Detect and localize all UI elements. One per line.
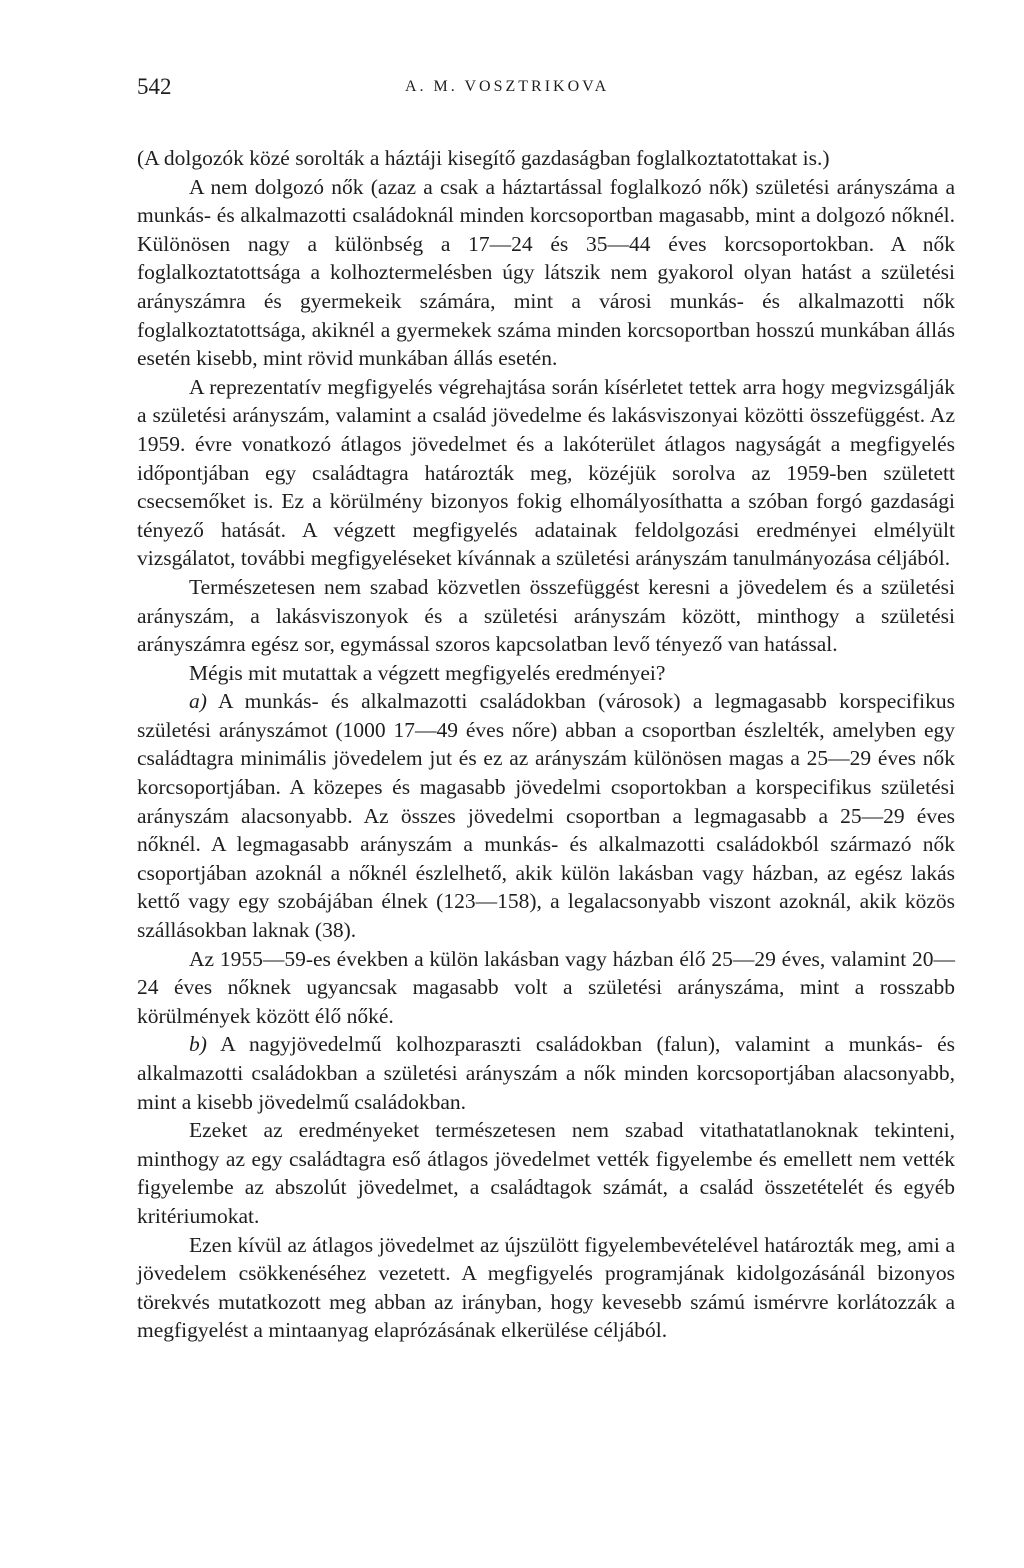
paragraph-7 — [137, 945, 955, 1031]
item-label-a: a) — [189, 689, 207, 714]
paragraph-text: Mégis mit mutattak a végzett megfigyelés eredményei? — [189, 660, 666, 685]
paragraph-9 — [137, 1116, 955, 1230]
paragraph-text: Az 1955—59-es években a külön lakásban vagy házban élő 25—29 éves, valamint 20—24 éves nőknek ugyancsak magasabb volt a születési arányszáma, mint a rosszabb körülmények között élő nőké. — [137, 946, 955, 1028]
running-head: A. M. VOSZTRIKOVA — [405, 78, 610, 95]
page-number: 542 — [137, 74, 172, 99]
paragraph-text: A nagyjövedelmű kolhozparaszti családokban (falun), valamint a munkás- és alkalmazotti családokban a születési arányszám a nők minden korcsoportjában alacsonyabb, mint a kisebb jövedelmű családokban. — [137, 1032, 955, 1114]
paragraph-8 — [137, 1030, 955, 1116]
paragraph-text: (A dolgozók közé sorolták a háztáji kisegítő gazdaságban foglalkoztatottakat is.) — [137, 146, 830, 170]
paragraph-text: A nem dolgozó nők (azaz a csak a háztartással foglalkozó nők) születési arányszáma a munkás- és alkalmazotti családoknál minden korcsoportban magasabb, mint a dolgozó nőknél. Különösen nagy a különbség a 17—24 és 35—44 éves korcsoportokban. A nők foglalkoztatottsága a kolhoztermelésben úgy látszik nem gyakorol olyan hatást a születési arányszámra és gyermekeik számára, mint a városi munkás- és alkalmazotti nők foglalkoztatottsága, akiknél a gyermekek száma minden korcsoportban hosszú munkában állás esetén kisebb, mint rövid munkában állás esetén. — [137, 174, 955, 371]
paragraph-text: Ezeket az eredményeket természetesen nem szabad vitathatatlanoknak tekinteni, minthogy az egy családtagra eső átlagos jövedelmet vették figyelembe és emellett nem vették figyelembe az abszolút jövedelmet, a családtagok számát, a család összetételét és egyéb kritériumokat. — [137, 1118, 955, 1228]
paragraph-5 — [137, 659, 955, 688]
page-header — [137, 74, 955, 110]
body-text — [137, 144, 955, 1345]
paragraph-3 — [137, 373, 955, 573]
paragraph-10 — [137, 1231, 955, 1345]
paragraph-text: A munkás- és alkalmazotti családokban (városok) a legmagasabb korspecifikus születési arányszámot (1000 17—49 éves nőre) abban a csoportban észlelték, amelyben egy családtagra minimális jövedelem jut és ez az arányszám különösen magas a 25—29 éves nők korcsoportjában. A közepes és magasabb jövedelmi csoportokban a korspecifikus születési arányszám alacsonyabb. Az összes jövedelmi csoportban a legmagasabb a 25—29 éves nőknél. A legmagasabb arányszám a munkás- és alkalmazotti családokból származó nők csoportjában azoknál a nőknél észlelhető, akik külön lakásban vagy házban, az egész lakás kettő vagy egy szobájában élnek (123—158), a legalacsonyabb viszont azoknál, akik közös szállásokban laknak (38). — [137, 689, 955, 943]
paragraph-text: Természetesen nem szabad közvetlen összefüggést keresni a jövedelem és a születési arányszám, a lakásviszonyok és a születési arányszám között, minthogy a születési arányszámra egész sor, egymással szoros kapcsolatban levő tényező van hatással. — [137, 574, 955, 657]
paragraph-text: A reprezentatív megfigyelés végrehajtása során kísérletet tettek arra hogy megvizsgálják a születési arányszám, valamint a család jövedelme és lakásviszonyai közötti összefüggést. Az 1959. évre vonatkozó átlagos jövedelmet és a lakóterület átlagos nagyságát a megfigyelés időpontjában egy családtagra határozták meg, közéjük sorolva az 1959-ben született csecsemőket is. Ez a körülmény bizonyos fokig elhomályosíthatta a szóban forgó gazdasági tényező hatását. A végzett megfigyelés adatainak feldolgozási eredményei elmélyült vizsgálatot, további megfigyeléseket kívánnak a születési arányszám tanulmányozása céljából. — [137, 374, 955, 571]
document-page — [137, 74, 955, 1345]
paragraph-6 — [137, 687, 955, 944]
paragraph-text: Ezen kívül az átlagos jövedelmet az újszülött figyelembevételével határozták meg, ami a jövedelem csökkenéséhez vezetett. A megfigyelés programjának kidolgozásánál bizonyos törekvés mutatkozott meg abban az irányban, hogy kevesebb számú ismérvre korlátozzák a megfigyelést a mintaanyag elaprózásának elkerülése céljából. — [137, 1232, 955, 1343]
paragraph-1 — [137, 144, 955, 173]
item-label-b: b) — [189, 1032, 207, 1057]
paragraph-4 — [137, 573, 955, 659]
paragraph-2 — [137, 173, 955, 373]
